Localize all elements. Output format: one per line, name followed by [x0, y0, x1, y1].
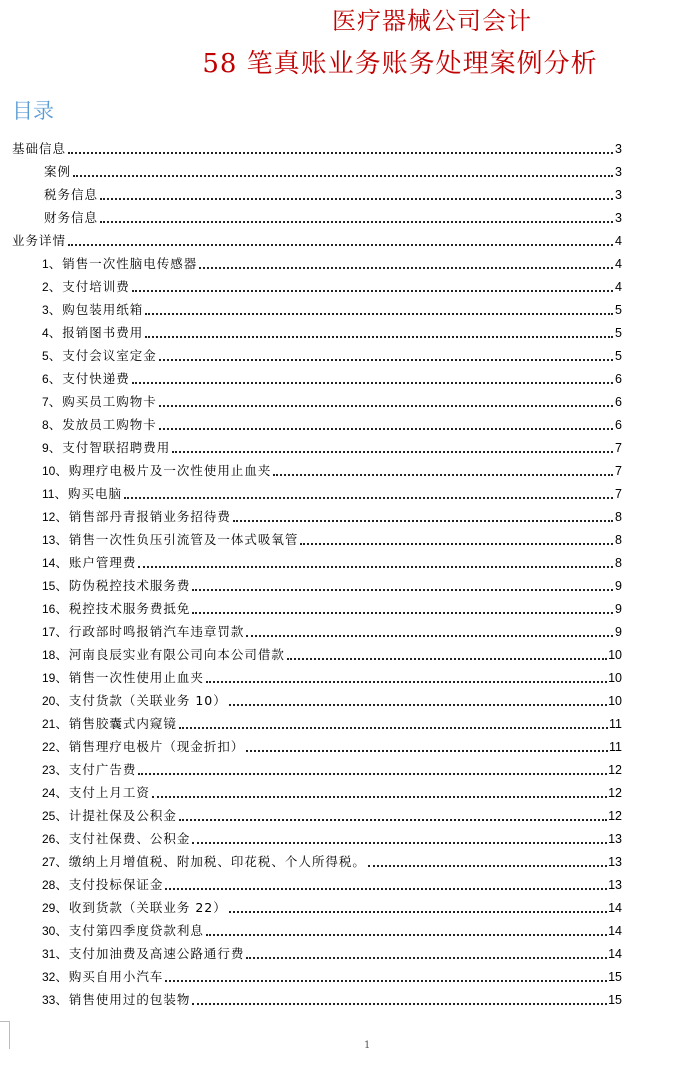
toc-entry-label	[42, 578, 192, 594]
toc-entry[interactable]	[42, 985, 622, 1008]
toc-entry[interactable]	[42, 295, 622, 318]
toc-entry-text: 基础信息	[12, 141, 67, 156]
toc-entry[interactable]	[42, 709, 622, 732]
page-corner-mark	[0, 1021, 10, 1049]
toc-entry-label	[42, 394, 159, 410]
toc-entry[interactable]	[42, 916, 622, 939]
toc-leader-dots	[138, 773, 607, 775]
toc-entry-page: 4	[615, 280, 622, 294]
toc-heading: 目录	[12, 99, 54, 123]
toc-entry[interactable]	[42, 617, 622, 640]
toc-entry-number: 26	[42, 832, 56, 846]
toc-leader-dots	[192, 1003, 607, 1005]
toc-entry-text: 、购包装用纸箱	[48, 302, 144, 317]
toc-entry-page: 12	[608, 763, 622, 777]
toc-entry-page: 15	[608, 993, 622, 1007]
toc-entry-number: 19	[42, 671, 56, 685]
toc-entry-page: 13	[608, 832, 622, 846]
toc-leader-dots	[273, 474, 613, 476]
toc-entry[interactable]	[42, 755, 622, 778]
toc-leader-dots	[159, 359, 613, 361]
toc-entry-text: 、支付第四季度贷款利息	[55, 923, 204, 938]
toc-entry-label	[42, 532, 300, 548]
toc-entry-page: 10	[608, 694, 622, 708]
toc-entry-text: 、购买自用小汽车	[55, 969, 164, 984]
toc-entry-page: 14	[608, 901, 622, 915]
toc-entry-number: 23	[42, 763, 56, 777]
toc-entry-label	[42, 785, 152, 801]
toc-leader-dots	[246, 635, 613, 637]
toc-entry[interactable]	[44, 157, 622, 180]
toc-entry-label	[42, 900, 229, 916]
toc-entry-label	[42, 279, 132, 295]
toc-entry-label	[42, 923, 206, 939]
toc-entry-text: 、支付加油费及高速公路通行费	[55, 946, 245, 961]
toc-entry-label	[42, 693, 229, 709]
toc-entry-text: 、购理疗电极片及一次性使用止血夹	[55, 463, 272, 478]
toc-entry-number: 13	[42, 533, 56, 547]
toc-leader-dots	[138, 566, 613, 568]
toc-entry[interactable]	[42, 479, 622, 502]
toc-entry-page: 14	[608, 924, 622, 938]
toc-entry[interactable]	[42, 870, 622, 893]
toc-entry-number: 18	[42, 648, 56, 662]
toc-entry-number: 11	[42, 487, 55, 501]
toc-entry-page: 11	[609, 740, 622, 754]
toc-entry-label	[42, 739, 246, 755]
toc-leader-dots	[165, 888, 607, 890]
toc-entry-text: 、销售胶囊式内窥镜	[55, 716, 177, 731]
toc-entry-label	[42, 854, 368, 870]
toc-entry-text: 、支付快递费	[48, 371, 130, 386]
toc-entry-label	[44, 164, 73, 180]
toc-entry[interactable]	[42, 525, 622, 548]
toc-entry-page: 9	[615, 625, 622, 639]
toc-entry[interactable]	[42, 640, 622, 663]
toc-entry[interactable]	[42, 801, 622, 824]
toc-entry-text: 、销售一次性负压引流管及一体式吸氧管	[55, 532, 299, 547]
page-number: 1	[364, 1040, 371, 1051]
toc-leader-dots	[287, 658, 607, 660]
toc-entry-page: 7	[615, 441, 622, 455]
toc-entry-label	[42, 601, 192, 617]
toc-entry-text: 、支付上月工资	[55, 785, 150, 800]
toc-leader-dots	[246, 750, 608, 752]
toc-leader-dots	[192, 612, 613, 614]
toc-entry[interactable]	[42, 663, 622, 686]
toc-entry-text: 、行政部时鸣报销汽车违章罚款	[55, 624, 245, 639]
toc-entry-label	[42, 877, 165, 893]
toc-entry-text: 、支付会议室定金	[48, 348, 157, 363]
toc-entry[interactable]	[42, 893, 622, 916]
toc-entry[interactable]	[42, 341, 622, 364]
toc-entry-label	[42, 555, 138, 571]
toc-leader-dots	[145, 336, 613, 338]
toc-entry-label	[42, 762, 138, 778]
toc-entry[interactable]	[42, 272, 622, 295]
toc-entry-number: 6	[42, 372, 49, 386]
toc-entry-page: 8	[615, 556, 622, 570]
toc-entry[interactable]	[42, 364, 622, 387]
toc-entry-label	[42, 256, 199, 272]
toc-entry-text: 案例	[44, 164, 72, 179]
toc-entry-text: 、计提社保及公积金	[55, 808, 177, 823]
toc-entry-number: 28	[42, 878, 56, 892]
toc-leader-dots	[73, 175, 613, 177]
toc-leader-dots	[159, 405, 613, 407]
toc-entry-number: 2	[42, 280, 49, 294]
toc-entry-number: 22	[42, 740, 56, 754]
toc-leader-dots	[368, 865, 607, 867]
toc-entry-page: 12	[608, 809, 622, 823]
document-subtitle: 58 笔真账业务账务处理案例分析	[202, 49, 598, 79]
toc-entry-number: 27	[42, 855, 56, 869]
toc-entry-number: 17	[42, 625, 56, 639]
toc-entry-page: 13	[608, 878, 622, 892]
toc-entry-label	[42, 716, 179, 732]
toc-entry-text: 、购买电脑	[54, 486, 122, 501]
toc-entry-number: 8	[42, 418, 49, 432]
toc-entry-label	[44, 187, 100, 203]
toc-entry[interactable]	[42, 410, 622, 433]
toc-entry[interactable]	[12, 134, 622, 157]
toc-entry[interactable]	[42, 433, 622, 456]
toc-entry[interactable]	[42, 387, 622, 410]
toc-entry-label	[42, 624, 246, 640]
toc-entry-text: 、发放员工购物卡	[48, 417, 157, 432]
toc-entry[interactable]	[42, 249, 622, 272]
toc-entry-number: 15	[42, 579, 56, 593]
toc-entry-text: 税务信息	[44, 187, 99, 202]
toc-leader-dots	[100, 221, 613, 223]
toc-entry[interactable]	[42, 847, 622, 870]
toc-entry[interactable]	[42, 686, 622, 709]
toc-leader-dots	[145, 313, 613, 315]
toc-entry-text: 、支付培训费	[48, 279, 130, 294]
toc-entry-label	[42, 325, 145, 341]
toc-leader-dots	[165, 980, 607, 982]
toc-entry-page: 12	[608, 786, 622, 800]
toc-entry-page: 8	[615, 510, 622, 524]
toc-entry-page: 7	[615, 487, 622, 501]
toc-entry-label	[44, 210, 100, 226]
toc-leader-dots	[229, 911, 607, 913]
toc-entry-number: 1	[42, 257, 49, 271]
toc-entry-text: 、收到货款（关联业务 22）	[55, 900, 227, 915]
toc-leader-dots	[100, 198, 613, 200]
toc-entry-label	[42, 371, 132, 387]
toc-entry-number: 30	[42, 924, 56, 938]
toc-entry-text: 、账户管理费	[55, 555, 137, 570]
toc-entry-page: 6	[615, 418, 622, 432]
toc-entry-text: 、支付社保费、公积金	[55, 831, 191, 846]
toc-leader-dots	[152, 796, 607, 798]
toc-entry-text: 、销售使用过的包装物	[55, 992, 191, 1007]
toc-entry-page: 5	[615, 303, 622, 317]
toc-entry-page: 3	[615, 165, 622, 179]
toc-leader-dots	[159, 428, 613, 430]
toc-entry-label	[42, 463, 273, 479]
toc-entry-number: 12	[42, 510, 56, 524]
toc-entry-page: 3	[615, 188, 622, 202]
toc-entry-text: 、销售一次性脑电传感器	[48, 256, 198, 271]
toc-entry-label	[42, 808, 179, 824]
toc-entry[interactable]	[42, 318, 622, 341]
toc-entry-page: 6	[615, 395, 622, 409]
toc-entry-text: 、支付投标保证金	[55, 877, 164, 892]
toc-leader-dots	[192, 589, 613, 591]
toc-entry-number: 33	[42, 993, 56, 1007]
toc-entry-label	[42, 670, 206, 686]
toc-entry-label	[42, 302, 145, 318]
toc-entry[interactable]	[42, 502, 622, 525]
toc-entry-page: 10	[608, 648, 622, 662]
toc-leader-dots	[199, 267, 613, 269]
toc-entry-page: 5	[615, 326, 622, 340]
toc-entry-text: 、税控技术服务费抵免	[55, 601, 191, 616]
toc-entry-number: 4	[42, 326, 49, 340]
toc-leader-dots	[132, 290, 613, 292]
toc-entry[interactable]	[44, 203, 622, 226]
toc-leader-dots	[246, 957, 607, 959]
toc-entry-page: 15	[608, 970, 622, 984]
toc-entry[interactable]	[42, 548, 622, 571]
toc-entry-page: 14	[608, 947, 622, 961]
toc-entry-number: 20	[42, 694, 56, 708]
toc-entry-label	[42, 440, 172, 456]
toc-entry-label	[42, 509, 233, 525]
toc-leader-dots	[124, 497, 613, 499]
toc-entry[interactable]	[12, 226, 622, 249]
toc-entry-page: 9	[615, 602, 622, 616]
toc-leader-dots	[68, 152, 613, 154]
toc-leader-dots	[206, 681, 607, 683]
toc-entry-text: 、支付货款（关联业务 10）	[55, 693, 227, 708]
toc-entry-page: 3	[615, 142, 622, 156]
toc-entry-number: 3	[42, 303, 49, 317]
toc-entry-text: 业务详情	[12, 233, 67, 248]
toc-entry-page: 3	[615, 211, 622, 225]
toc-entry-text: 财务信息	[44, 210, 99, 225]
toc-leader-dots	[229, 704, 607, 706]
toc-entry-label	[42, 946, 246, 962]
toc-leader-dots	[179, 819, 607, 821]
toc-leader-dots	[68, 244, 613, 246]
toc-entry-number: 7	[42, 395, 49, 409]
toc-entry[interactable]	[42, 594, 622, 617]
toc-entry-label	[12, 233, 68, 249]
toc-entry-number: 10	[42, 464, 56, 478]
toc-entry-page: 8	[615, 533, 622, 547]
toc-entry-label	[42, 969, 165, 985]
toc-entry-text: 、销售部丹青报销业务招待费	[55, 509, 231, 524]
toc-leader-dots	[172, 451, 613, 453]
document-title: 医疗器械公司会计	[332, 7, 532, 35]
toc-entry-label	[42, 831, 192, 847]
toc-entry[interactable]	[42, 824, 622, 847]
toc-entry[interactable]	[42, 962, 622, 985]
toc-entry-page: 11	[609, 717, 622, 731]
toc-entry[interactable]	[42, 939, 622, 962]
toc-leader-dots	[179, 727, 608, 729]
toc-entry-number: 5	[42, 349, 49, 363]
toc-entry-text: 、支付广告费	[55, 762, 137, 777]
toc-entry-number: 29	[42, 901, 56, 915]
toc-entry-text: 、销售理疗电极片（现金折扣）	[55, 739, 245, 754]
toc-entry-text: 、购买员工购物卡	[48, 394, 157, 409]
toc-entry-label	[42, 647, 287, 663]
toc-entry-number: 21	[42, 717, 56, 731]
toc-entry-label	[42, 992, 192, 1008]
toc-entry-number: 32	[42, 970, 56, 984]
toc-entry-number: 25	[42, 809, 56, 823]
toc-entry-text: 、防伪税控技术服务费	[55, 578, 191, 593]
toc-entry-page: 5	[615, 349, 622, 363]
toc-leader-dots	[300, 543, 613, 545]
toc-entry-text: 、销售一次性使用止血夹	[55, 670, 204, 685]
toc-entry-page: 4	[615, 257, 622, 271]
toc-entry-label	[42, 486, 124, 502]
toc-entry[interactable]	[42, 571, 622, 594]
toc-leader-dots	[192, 842, 607, 844]
toc-entry[interactable]	[42, 732, 622, 755]
toc-entry-number: 16	[42, 602, 56, 616]
toc-entry-number: 24	[42, 786, 56, 800]
toc-entry-page: 10	[608, 671, 622, 685]
toc-entry[interactable]	[44, 180, 622, 203]
toc-entry-page: 6	[615, 372, 622, 386]
toc-entry-number: 9	[42, 441, 49, 455]
toc-entry-text: 、河南良辰实业有限公司向本公司借款	[55, 647, 285, 662]
toc-entry-text: 、缴纳上月增值税、附加税、印花税、个人所得税。	[55, 854, 366, 869]
toc-entry-page: 4	[615, 234, 622, 248]
toc-entry-label	[12, 141, 68, 157]
toc-entry-text: 、支付智联招聘费用	[48, 440, 171, 455]
toc-leader-dots	[233, 520, 613, 522]
toc-entry[interactable]	[42, 778, 622, 801]
toc-entry-page: 9	[615, 579, 622, 593]
toc-entry-page: 13	[608, 855, 622, 869]
toc-leader-dots	[206, 934, 607, 936]
toc-entry-page: 7	[615, 464, 622, 478]
toc-entry-number: 31	[42, 947, 56, 961]
toc-entry[interactable]	[42, 456, 622, 479]
toc-entry-number: 14	[42, 556, 56, 570]
toc-entry-label	[42, 348, 159, 364]
toc-leader-dots	[132, 382, 613, 384]
toc-entry-text: 、报销图书费用	[48, 325, 144, 340]
toc-entry-label	[42, 417, 159, 433]
